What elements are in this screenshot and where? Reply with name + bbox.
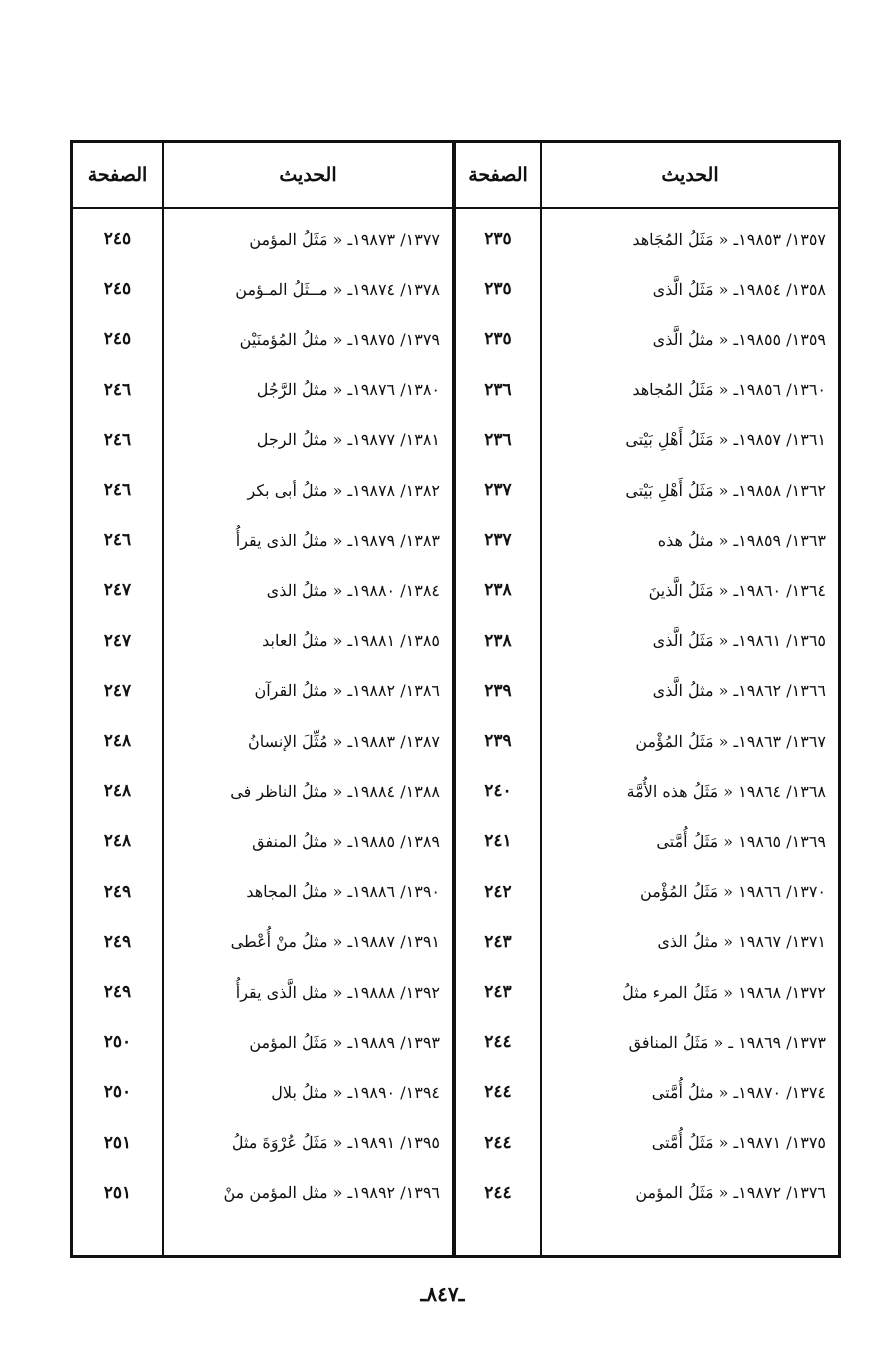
page-number-cell: ٢٤٦ — [103, 480, 132, 500]
page-number-cell: ٢٤٥ — [103, 229, 132, 249]
page-number-cell: ٢٣٩ — [484, 731, 512, 751]
header-divider — [73, 207, 838, 209]
page-number-cell: ٢٤٨ — [103, 781, 132, 802]
page-number-cell: ٢٣٨ — [484, 630, 512, 651]
page-number-cell: ٢٣٥ — [484, 229, 512, 249]
hadith-entry: ١٣٦٦/ ١٩٨٦٢ـ « مثلُ الَّذى — [652, 681, 826, 701]
hadith-entry: ١٣٦٩/ ١٩٨٦٥ « مَثَلُ أُمَّتى — [656, 831, 826, 851]
hadith-entry: ١٣٧١/ ١٩٨٦٧ « مثلُ الذى — [657, 932, 826, 952]
page-number-cell: ٢٣٥ — [484, 279, 512, 300]
hadith-entry: ١٣٨٢/ ١٩٨٧٨ـ « مثلُ أبى بكر — [247, 480, 440, 500]
page-number-cell: ٢٥١ — [103, 1132, 132, 1153]
hadith-entry: ١٣٧٤/ ١٩٨٧٠ـ « مثلُ أُمَّتى — [651, 1082, 826, 1102]
page-number-cell: ٢٣٥ — [484, 329, 512, 350]
hadith-entry: ١٣٧٨/ ١٩٨٧٤ـ « مــثَلُ المـؤمن — [235, 279, 440, 299]
page-number-cell: ٢٤٦ — [103, 429, 132, 450]
hadith-entry: ١٣٨١/ ١٩٨٧٧ـ « مثلُ الرجل — [256, 430, 440, 450]
page-number-cell: ٢٤٩ — [103, 982, 132, 1002]
hadith-entry: ١٣٦٥/ ١٩٨٦١ـ « مَثَلُ الَّذى — [652, 631, 826, 651]
hadith-entry: ١٣٧٣/ ١٩٨٦٩ ـ « مَثَلُ المنافق — [628, 1032, 826, 1052]
page-number-cell: ٢٣٦ — [484, 429, 512, 450]
hadith-entry: ١٣٦٨/ ١٩٨٦٤ « مَثَلُ هذه الأُمَّة — [626, 781, 826, 801]
header-page-left: الصفحة — [87, 164, 148, 186]
hadith-entry: ١٣٧٧/ ١٩٨٧٣ـ « مَثَلُ المؤمن — [249, 229, 440, 249]
page-number-cell: ٢٤٤ — [484, 1182, 512, 1203]
page-number-cell: ٢٤٤ — [484, 1082, 512, 1103]
page-number-cell: ٢٣٧ — [484, 530, 512, 551]
page-number-cell: ٢٤٣ — [484, 931, 512, 952]
hadith-entry: ١٣٨٤/ ١٩٨٨٠ـ « مثلُ الذى — [266, 580, 440, 600]
hadith-entry: ١٣٦٢/ ١٩٨٥٨ـ « مَثَلُ أَهْلِ بَيْتى — [625, 480, 826, 500]
page-number-cell: ٢٣٩ — [484, 680, 512, 701]
hadith-entry: ١٣٧٩/ ١٩٨٧٥ـ « مثلُ المُؤمنَيْن — [239, 329, 440, 349]
page-number-cell: ٢٤٣ — [484, 982, 512, 1002]
hadith-entry: ١٣٦٣/ ١٩٨٥٩ـ « مثلُ هذه — [657, 530, 826, 550]
hadith-entry: ١٣٧٥/ ١٩٨٧١ـ « مَثَلُ أُمَّتى — [651, 1133, 826, 1153]
page-number-cell: ٢٤٧ — [103, 680, 132, 701]
page-number-cell: ٢٤٥ — [103, 279, 132, 300]
page-number-cell: ٢٤٤ — [484, 1132, 512, 1153]
hadith-entry: ١٣٨٧/ ١٩٨٨٣ـ « مُثِّلَ الإنسانُ — [248, 731, 440, 751]
page-number-cell: ٢٥٠ — [103, 1032, 132, 1053]
page-number-cell: ٢٤٩ — [103, 881, 132, 902]
page-number-cell: ٢٤٨ — [103, 731, 132, 751]
hadith-entry: ١٣٧٦/ ١٩٨٧٢ـ « مَثَلُ المؤمن — [635, 1183, 826, 1203]
hadith-entry: ١٣٩٥/ ١٩٨٩١ـ « مَثَلُ عُرْوَةَ مثلُ — [231, 1133, 440, 1153]
page-number: ـ٨٤٧ـ — [420, 1282, 465, 1306]
hadith-entry: ١٣٩٠/ ١٩٨٨٦ـ « مثلُ المجاهد — [246, 882, 440, 902]
page-number-cell: ٢٤٧ — [103, 580, 132, 601]
page-number-cell: ٢٤٠ — [484, 781, 512, 802]
hadith-entry: ١٣٦٧/ ١٩٨٦٣ـ « مَثَلُ المُؤْمن — [635, 731, 826, 751]
header-hadith-right: الحديث — [661, 164, 719, 186]
page-number-cell: ٢٤٥ — [103, 329, 132, 350]
hadith-index-table — [70, 140, 841, 1258]
hadith-entry: ١٣٩١/ ١٩٨٨٧ـ « مثلُ منْ أُعْطى — [230, 932, 440, 952]
hadith-entry: ١٣٧٠/ ١٩٨٦٦ « مَثَلُ المُؤْمن — [640, 882, 826, 902]
page-number-cell: ٢٤٢ — [484, 881, 512, 902]
page-number-cell: ٢٤٤ — [484, 1032, 512, 1053]
hadith-entry: ١٣٩٣/ ١٩٨٨٩ـ « مَثَلُ المؤمن — [249, 1032, 440, 1052]
hadith-entry: ١٣٨٠/ ١٩٨٧٦ـ « مثلُ الرَّجُل — [256, 380, 440, 400]
hadith-entry: ١٣٩٤/ ١٩٨٩٠ـ « مثلُ بلال — [271, 1082, 440, 1102]
page-number-cell: ٢٣٧ — [484, 480, 512, 500]
page-number-cell: ٢٤٩ — [103, 931, 132, 952]
hadith-entry: ١٣٨٥/ ١٩٨٨١ـ « مثلُ العابد — [262, 631, 440, 651]
hadith-entry: ١٣٥٩/ ١٩٨٥٥ـ « مثلُ الَّذى — [652, 329, 826, 349]
page-number-cell: ٢٣٦ — [484, 379, 512, 400]
hadith-entry: ١٣٨٩/ ١٩٨٨٥ـ « مثلُ المنفق — [252, 831, 440, 851]
hadith-entry: ١٣٦٠/ ١٩٨٥٦ـ « مَثَلُ المُجاهد — [632, 380, 826, 400]
page-number-cell: ٢٥١ — [103, 1182, 132, 1203]
hadith-entry: ١٣٦٤/ ١٩٨٦٠ـ « مَثَلُ الَّذينَ — [648, 580, 826, 600]
page-number-cell: ٢٤٦ — [103, 530, 132, 551]
hadith-entry: ١٣٨٨/ ١٩٨٨٤ـ « مثلُ الناظر فى — [230, 781, 440, 801]
hadith-entry: ١٣٦١/ ١٩٨٥٧ـ « مَثَلُ أَهْلِ بَيْتى — [625, 430, 826, 450]
page-number-cell: ٢٤٦ — [103, 379, 132, 400]
page-number-cell: ٢٤١ — [484, 831, 512, 852]
hadith-entry: ١٣٨٦/ ١٩٨٨٢ـ « مثلُ القرآن — [254, 681, 440, 701]
page-number-cell: ٢٤٨ — [103, 831, 132, 852]
page-number-cell: ٢٤٧ — [103, 630, 132, 651]
header-page-right: الصفحة — [468, 164, 528, 186]
hadith-entry: ١٣٥٨/ ١٩٨٥٤ـ « مَثَلُ الَّذى — [652, 279, 826, 299]
page-number-cell: ٢٣٨ — [484, 580, 512, 601]
hadith-entry: ١٣٨٣/ ١٩٨٧٩ـ « مثلُ الذى يقرأُ — [235, 530, 440, 550]
hadith-entry: ١٣٥٧/ ١٩٨٥٣ـ « مَثَلُ المُجَاهد — [632, 229, 826, 249]
header-hadith-left: الحديث — [279, 164, 337, 186]
hadith-entry: ١٣٧٢/ ١٩٨٦٨ « مَثَلُ المرء مثلُ — [622, 982, 826, 1002]
hadith-entry: ١٣٩٦/ ١٩٨٩٢ـ « مثل المؤمن منْ — [223, 1183, 440, 1203]
hadith-entry: ١٣٩٢/ ١٩٨٨٨ـ « مثل الَّذى يقرأُ — [235, 982, 440, 1002]
page-number-cell: ٢٥٠ — [103, 1082, 132, 1103]
